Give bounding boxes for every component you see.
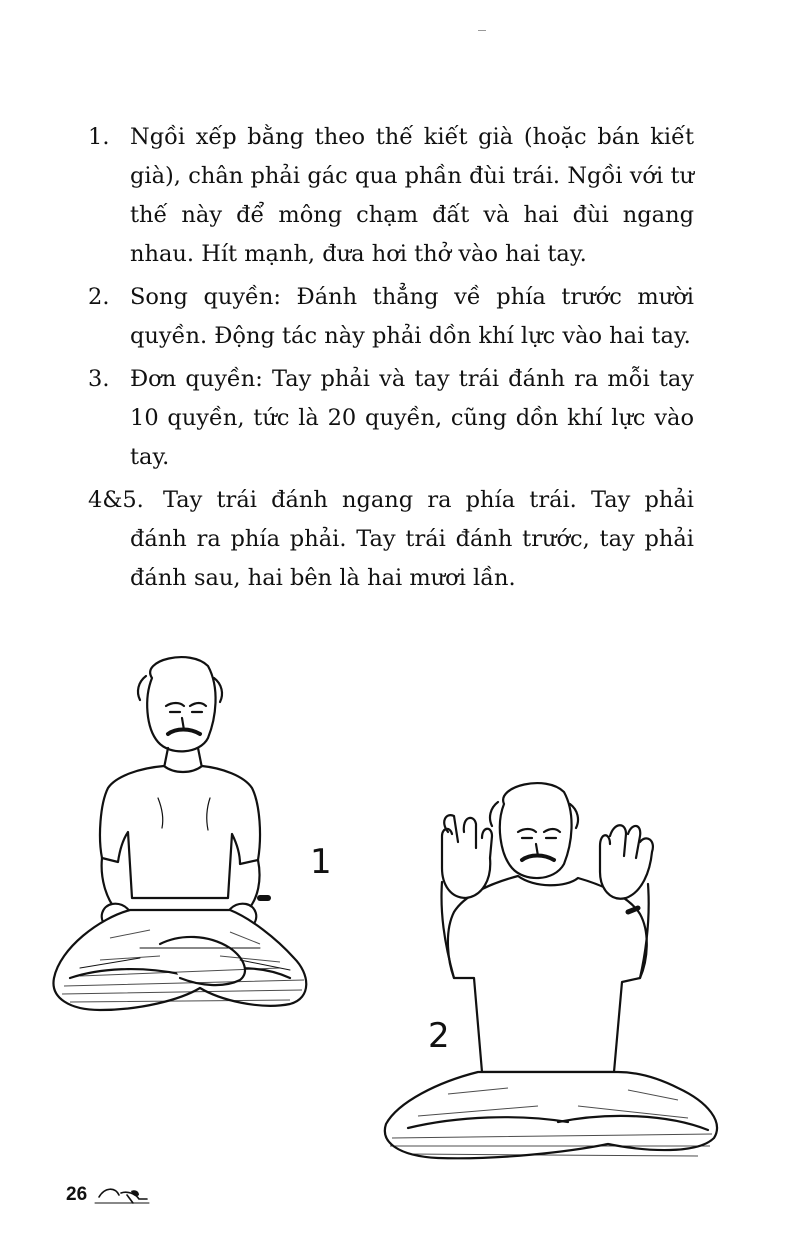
footer-ornament-icon <box>91 1183 153 1207</box>
step-item <box>88 278 694 356</box>
step-number: 1. <box>88 124 110 150</box>
figure-label-2: 2 <box>428 1016 450 1056</box>
step-number: 4&5. <box>88 487 144 513</box>
step-text: Ngồi xếp bằng theo thế kiết già (hoặc bán kiết già), chân phải gác qua phần đùi trái. Ngồi với tư thế này để mông chạm đất và hai đùi ngang nhau. Hít mạnh, đưa hơi thở vào hai tay. <box>130 124 694 267</box>
figure-label-1: 1 <box>310 842 332 882</box>
exercise-steps <box>88 118 694 602</box>
step-number: 3. <box>88 366 110 392</box>
step-item <box>88 481 694 598</box>
top-mark <box>478 30 486 31</box>
man-seated-palms-illustration <box>378 772 724 1167</box>
step-text: Đơn quyền: Tay phải và tay trái đánh ra mỗi tay 10 quyền, tức là 20 quyền, cũng dồn khí lực vào tay. <box>130 366 694 470</box>
step-text: Song quyền: Đánh thẳng về phía trước mười quyền. Động tác này phải dồn khí lực vào hai tay. <box>130 284 694 349</box>
page-footer <box>66 1180 153 1210</box>
page-number: 26 <box>66 1184 88 1205</box>
man-seated-fists-illustration <box>40 648 320 1033</box>
step-text: Tay trái đánh ngang ra phía trái. Tay phải đánh ra phía phải. Tay trái đánh trước, tay phải đánh sau, hai bên là hai mươi lần. <box>130 487 694 591</box>
figure-seated-fists <box>40 648 320 1033</box>
step-item <box>88 118 694 274</box>
step-number: 2. <box>88 284 110 310</box>
figure-seated-palms <box>378 772 724 1167</box>
step-item <box>88 360 694 477</box>
